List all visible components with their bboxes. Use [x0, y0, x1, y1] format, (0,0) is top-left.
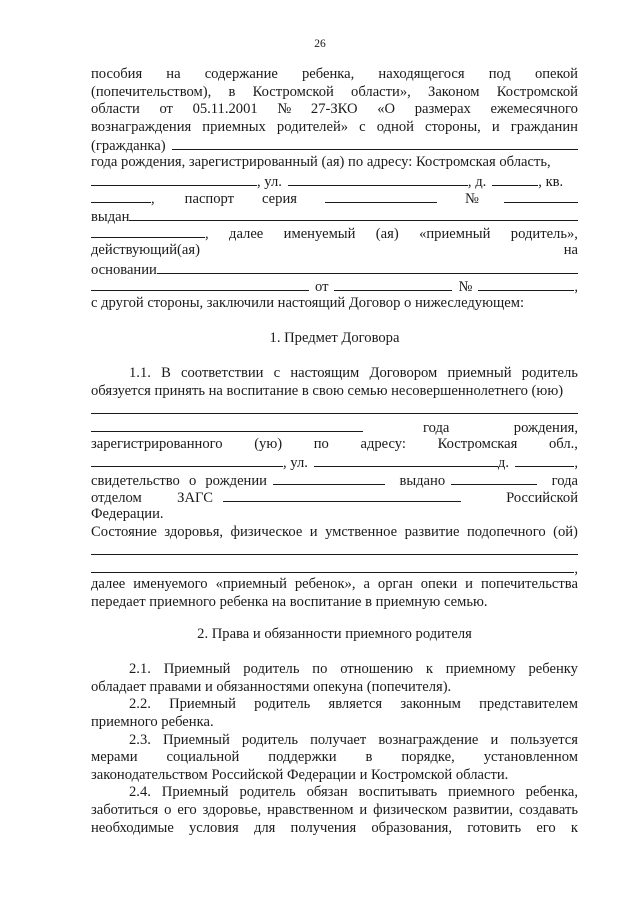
- word: размерах: [414, 101, 471, 118]
- word: с: [359, 118, 366, 135]
- word: Приемный: [163, 661, 231, 678]
- word: №: [277, 101, 292, 118]
- word: получения: [290, 819, 357, 836]
- basis-date-line: [91, 277, 578, 295]
- passport-no-field[interactable]: [504, 189, 578, 203]
- word: обл.,: [549, 435, 578, 452]
- word: «приемный: [215, 576, 287, 593]
- word: 05.11.2001: [192, 101, 258, 118]
- clause-2-3-line-2: [91, 749, 578, 767]
- clause-2-1-line-1: [91, 661, 578, 679]
- word: в: [365, 749, 373, 766]
- issued-date-field[interactable]: [91, 224, 205, 238]
- word: приемный: [447, 365, 512, 382]
- word: рождения,: [513, 419, 578, 436]
- registry-rf-label: Российской: [506, 490, 578, 507]
- word: на: [166, 66, 181, 82]
- section-2: [91, 626, 578, 837]
- passport-prefix-field[interactable]: [91, 189, 151, 203]
- word: законным: [400, 696, 461, 713]
- intro-block: [91, 66, 578, 312]
- word: попечительства: [480, 576, 578, 593]
- registry-line: [91, 488, 578, 506]
- citizen-label: (гражданка): [91, 138, 166, 155]
- child-street-label: , ул.: [283, 455, 308, 472]
- word: ребенку: [528, 661, 578, 678]
- house-label: , д.: [467, 173, 487, 190]
- child-birth-line: [91, 418, 578, 436]
- word: зарегистрированного: [91, 435, 223, 452]
- child-reg-line: [91, 436, 578, 454]
- word: одной: [376, 118, 414, 135]
- health-field-2[interactable]: [91, 559, 574, 573]
- clause-2-4-line-3: [91, 820, 578, 838]
- word: ЗАГС: [177, 490, 213, 507]
- word: «приемный: [419, 226, 491, 243]
- child-address-comma: ,: [574, 455, 578, 472]
- passport-line: [91, 189, 578, 207]
- cert-number-field[interactable]: [273, 471, 385, 485]
- word: ребенок»,: [294, 576, 356, 593]
- word: 1.1.: [129, 365, 151, 382]
- word: обязан: [306, 784, 348, 801]
- word: а: [363, 576, 370, 593]
- address-line: [91, 172, 578, 190]
- section-1: [91, 330, 578, 612]
- passport-comma: ,: [151, 191, 155, 208]
- word: создавать: [518, 801, 578, 818]
- intro-line-1: [91, 66, 578, 84]
- child-address-line: [91, 453, 578, 471]
- word: и: [309, 523, 318, 540]
- word: Костромской: [252, 83, 334, 100]
- word: 27-ЗКО: [310, 101, 358, 118]
- word: года: [423, 419, 450, 436]
- street-field[interactable]: [288, 172, 468, 186]
- word: пособия: [91, 66, 143, 82]
- clause-1-1-line-1: [91, 365, 578, 383]
- word: содержание: [204, 66, 278, 82]
- word: представителем: [479, 696, 578, 713]
- word: соответствии: [181, 365, 264, 382]
- word: к: [425, 661, 433, 678]
- section-1-heading: 1. Предмет Договора: [269, 330, 400, 346]
- page-number: 26: [314, 38, 326, 50]
- word: стороны,: [425, 118, 481, 135]
- word: орган: [377, 576, 413, 593]
- federation-line: Федерации.: [91, 505, 164, 522]
- word: поддержки: [268, 749, 337, 766]
- series-field[interactable]: [325, 189, 437, 203]
- word: находящегося: [378, 66, 465, 82]
- basis-label: основании: [91, 261, 157, 278]
- word: В: [161, 365, 171, 382]
- intro-line-5: [91, 136, 578, 154]
- issued-label: выдан: [91, 208, 130, 225]
- word: родитель: [239, 784, 296, 801]
- word: по: [313, 435, 329, 452]
- word: о: [188, 472, 197, 489]
- word: свидетельство: [91, 472, 180, 489]
- word: вознаграждения: [91, 118, 192, 135]
- word: приемному: [445, 661, 516, 678]
- word: для: [253, 819, 276, 836]
- word: родитель: [241, 731, 299, 748]
- child-locality-field[interactable]: [91, 453, 283, 467]
- clause-2-4-line-2: [91, 802, 578, 820]
- locality-field[interactable]: [91, 172, 257, 186]
- word: о: [164, 801, 172, 818]
- word: родитель: [254, 696, 311, 713]
- word: рождении: [205, 472, 267, 489]
- health-field-1[interactable]: [91, 541, 578, 555]
- word: социальной: [166, 749, 240, 766]
- word: (ую): [254, 435, 283, 452]
- basis-field[interactable]: [157, 260, 578, 274]
- word: настоящим: [290, 365, 360, 382]
- word: Приемный: [161, 784, 229, 801]
- word: адресу:: [360, 435, 406, 452]
- word: мерами: [91, 749, 138, 766]
- child-name-field[interactable]: [91, 400, 578, 414]
- word: Законом: [428, 83, 480, 100]
- word: именуемый: [283, 226, 356, 243]
- word: нравственном: [267, 801, 354, 818]
- acting-on: на: [563, 241, 578, 258]
- word: и: [465, 576, 473, 593]
- word: является: [328, 696, 383, 713]
- word: ,: [205, 226, 209, 243]
- child-house-label: д.: [497, 455, 509, 472]
- parent-line: [91, 224, 578, 242]
- basis-comma: ,: [574, 279, 578, 296]
- health-line: [91, 524, 578, 542]
- child-birth-date-field[interactable]: [91, 418, 363, 432]
- word: области»,: [351, 83, 411, 100]
- section-2-heading: 2. Права и обязанности приемного родителя: [197, 626, 472, 642]
- child-house-field[interactable]: [515, 453, 574, 467]
- cert-year-label: года: [551, 472, 578, 489]
- word: области: [91, 101, 140, 118]
- clause-2-2-line-1: [91, 696, 578, 714]
- word: подопечного: [466, 523, 546, 540]
- child-street-field[interactable]: [314, 453, 498, 467]
- word: установленном: [483, 749, 578, 766]
- clause-2-3-line-3: законодательством Российской Федерации и Костромской области.: [91, 766, 509, 783]
- word: приемных: [202, 118, 266, 135]
- word: здоровье,: [202, 801, 262, 818]
- word: опекой: [534, 66, 578, 82]
- intro-line-6: года рождения, зарегистрированный (ая) по адресу: Костромская область,: [91, 153, 551, 170]
- basis-doc-field[interactable]: [91, 277, 309, 291]
- intro-line-3: [91, 101, 578, 119]
- word: Договором: [369, 365, 438, 382]
- word: порядке,: [401, 749, 455, 766]
- clause-2-1-line-2: обладает правами и обязанностями опекуна (попечителя).: [91, 678, 452, 695]
- clause-2-2-line-2: приемного ребенка.: [91, 713, 214, 730]
- word: (попечительством),: [91, 83, 212, 100]
- word: с: [273, 365, 281, 382]
- word: готовить: [467, 819, 522, 836]
- health-comma: ,: [574, 560, 578, 577]
- basis-line: [91, 260, 578, 278]
- word: воспитывать: [358, 784, 438, 801]
- basis-no-field[interactable]: [478, 277, 574, 291]
- word: его: [177, 801, 197, 818]
- word: его: [536, 819, 556, 836]
- word: родитель»,: [510, 226, 578, 243]
- word: физическое: [230, 523, 303, 540]
- word: условия: [189, 819, 239, 836]
- parent-words: [205, 226, 578, 244]
- acting-line: [91, 242, 578, 260]
- word: развитии,: [453, 801, 514, 818]
- word: гражданин: [510, 118, 578, 135]
- child-name-line: [91, 400, 578, 418]
- word: Костромская: [437, 435, 518, 452]
- word: и: [490, 731, 499, 748]
- word: (ая): [375, 226, 399, 243]
- word: опеки: [420, 576, 458, 593]
- word: 2.4.: [129, 784, 151, 801]
- word: пользуется: [510, 731, 578, 748]
- word: образования,: [371, 819, 453, 836]
- word: далее: [229, 226, 264, 243]
- health-field-line-1: [91, 541, 578, 559]
- word: 2.1.: [129, 661, 151, 678]
- word: Костромской: [496, 83, 578, 100]
- word: приемного: [448, 784, 515, 801]
- from-label: от: [315, 279, 329, 296]
- word: далее: [91, 576, 126, 593]
- word: и: [359, 801, 368, 818]
- word: вознаграждение: [378, 731, 479, 748]
- word: 2.2.: [129, 696, 151, 713]
- street-label: , ул.: [257, 173, 282, 190]
- word: именуемого: [133, 576, 208, 593]
- word: родитель: [521, 365, 578, 382]
- clause-2-3-line-1: [91, 732, 578, 750]
- word: Приемный: [169, 696, 236, 713]
- passport-no-label: №: [464, 191, 479, 208]
- word: «О: [377, 101, 396, 118]
- word: ежемесячного: [490, 101, 578, 118]
- word: 2.3.: [129, 731, 151, 748]
- basis-no-label: №: [458, 279, 473, 296]
- word: от: [159, 101, 173, 118]
- word: заботиться: [91, 801, 159, 818]
- word: к: [570, 819, 578, 836]
- intro-line-4: [91, 119, 578, 137]
- apartment-label: , кв.: [538, 173, 564, 190]
- cert-line: [91, 471, 578, 489]
- child-named-line: [91, 576, 578, 594]
- issued-by-field[interactable]: [129, 207, 578, 221]
- word: под: [488, 66, 511, 82]
- issued-line: [91, 207, 578, 225]
- citizen-name-field[interactable]: [172, 136, 578, 150]
- word: необходимые: [91, 819, 174, 836]
- registry-field[interactable]: [223, 488, 461, 502]
- child-transfer-line: передает приемного ребенка на воспитание в приемную семью.: [91, 593, 488, 610]
- word: умственное: [325, 523, 398, 540]
- word: получает: [310, 731, 367, 748]
- series-label: серия: [262, 191, 297, 208]
- word: здоровья,: [164, 523, 224, 540]
- word: по: [312, 661, 328, 678]
- clause-1-1-line-2: обязуется принять на воспитание в свою семью несовершеннолетнего (юю): [91, 382, 564, 399]
- cert-issued-label: выдано: [399, 472, 446, 489]
- word: (ой): [553, 523, 578, 540]
- basis-date-field[interactable]: [334, 277, 452, 291]
- word: Приемный: [162, 731, 230, 748]
- passport-label: паспорт: [184, 191, 235, 208]
- house-field[interactable]: [492, 172, 538, 186]
- clause-2-4-line-1: [91, 784, 578, 802]
- intro-line-2: [91, 84, 578, 102]
- word: и: [491, 118, 500, 135]
- word: ребенка,: [302, 66, 355, 82]
- word: в: [228, 83, 236, 100]
- word: развитие: [404, 523, 460, 540]
- health-field-line-2: [91, 559, 578, 577]
- word: родителей»: [276, 118, 349, 135]
- word: физическом: [373, 801, 448, 818]
- cert-date-field[interactable]: [451, 471, 537, 485]
- word: ребенка,: [525, 784, 578, 801]
- acting-label: действующий(ая): [91, 241, 200, 258]
- word: отделом: [91, 490, 142, 507]
- intro-line-14: с другой стороны, заключили настоящий Договор о нижеследующем:: [91, 294, 525, 311]
- word: родитель: [243, 661, 300, 678]
- word: Состояние: [91, 523, 157, 540]
- word: отношению: [340, 661, 414, 678]
